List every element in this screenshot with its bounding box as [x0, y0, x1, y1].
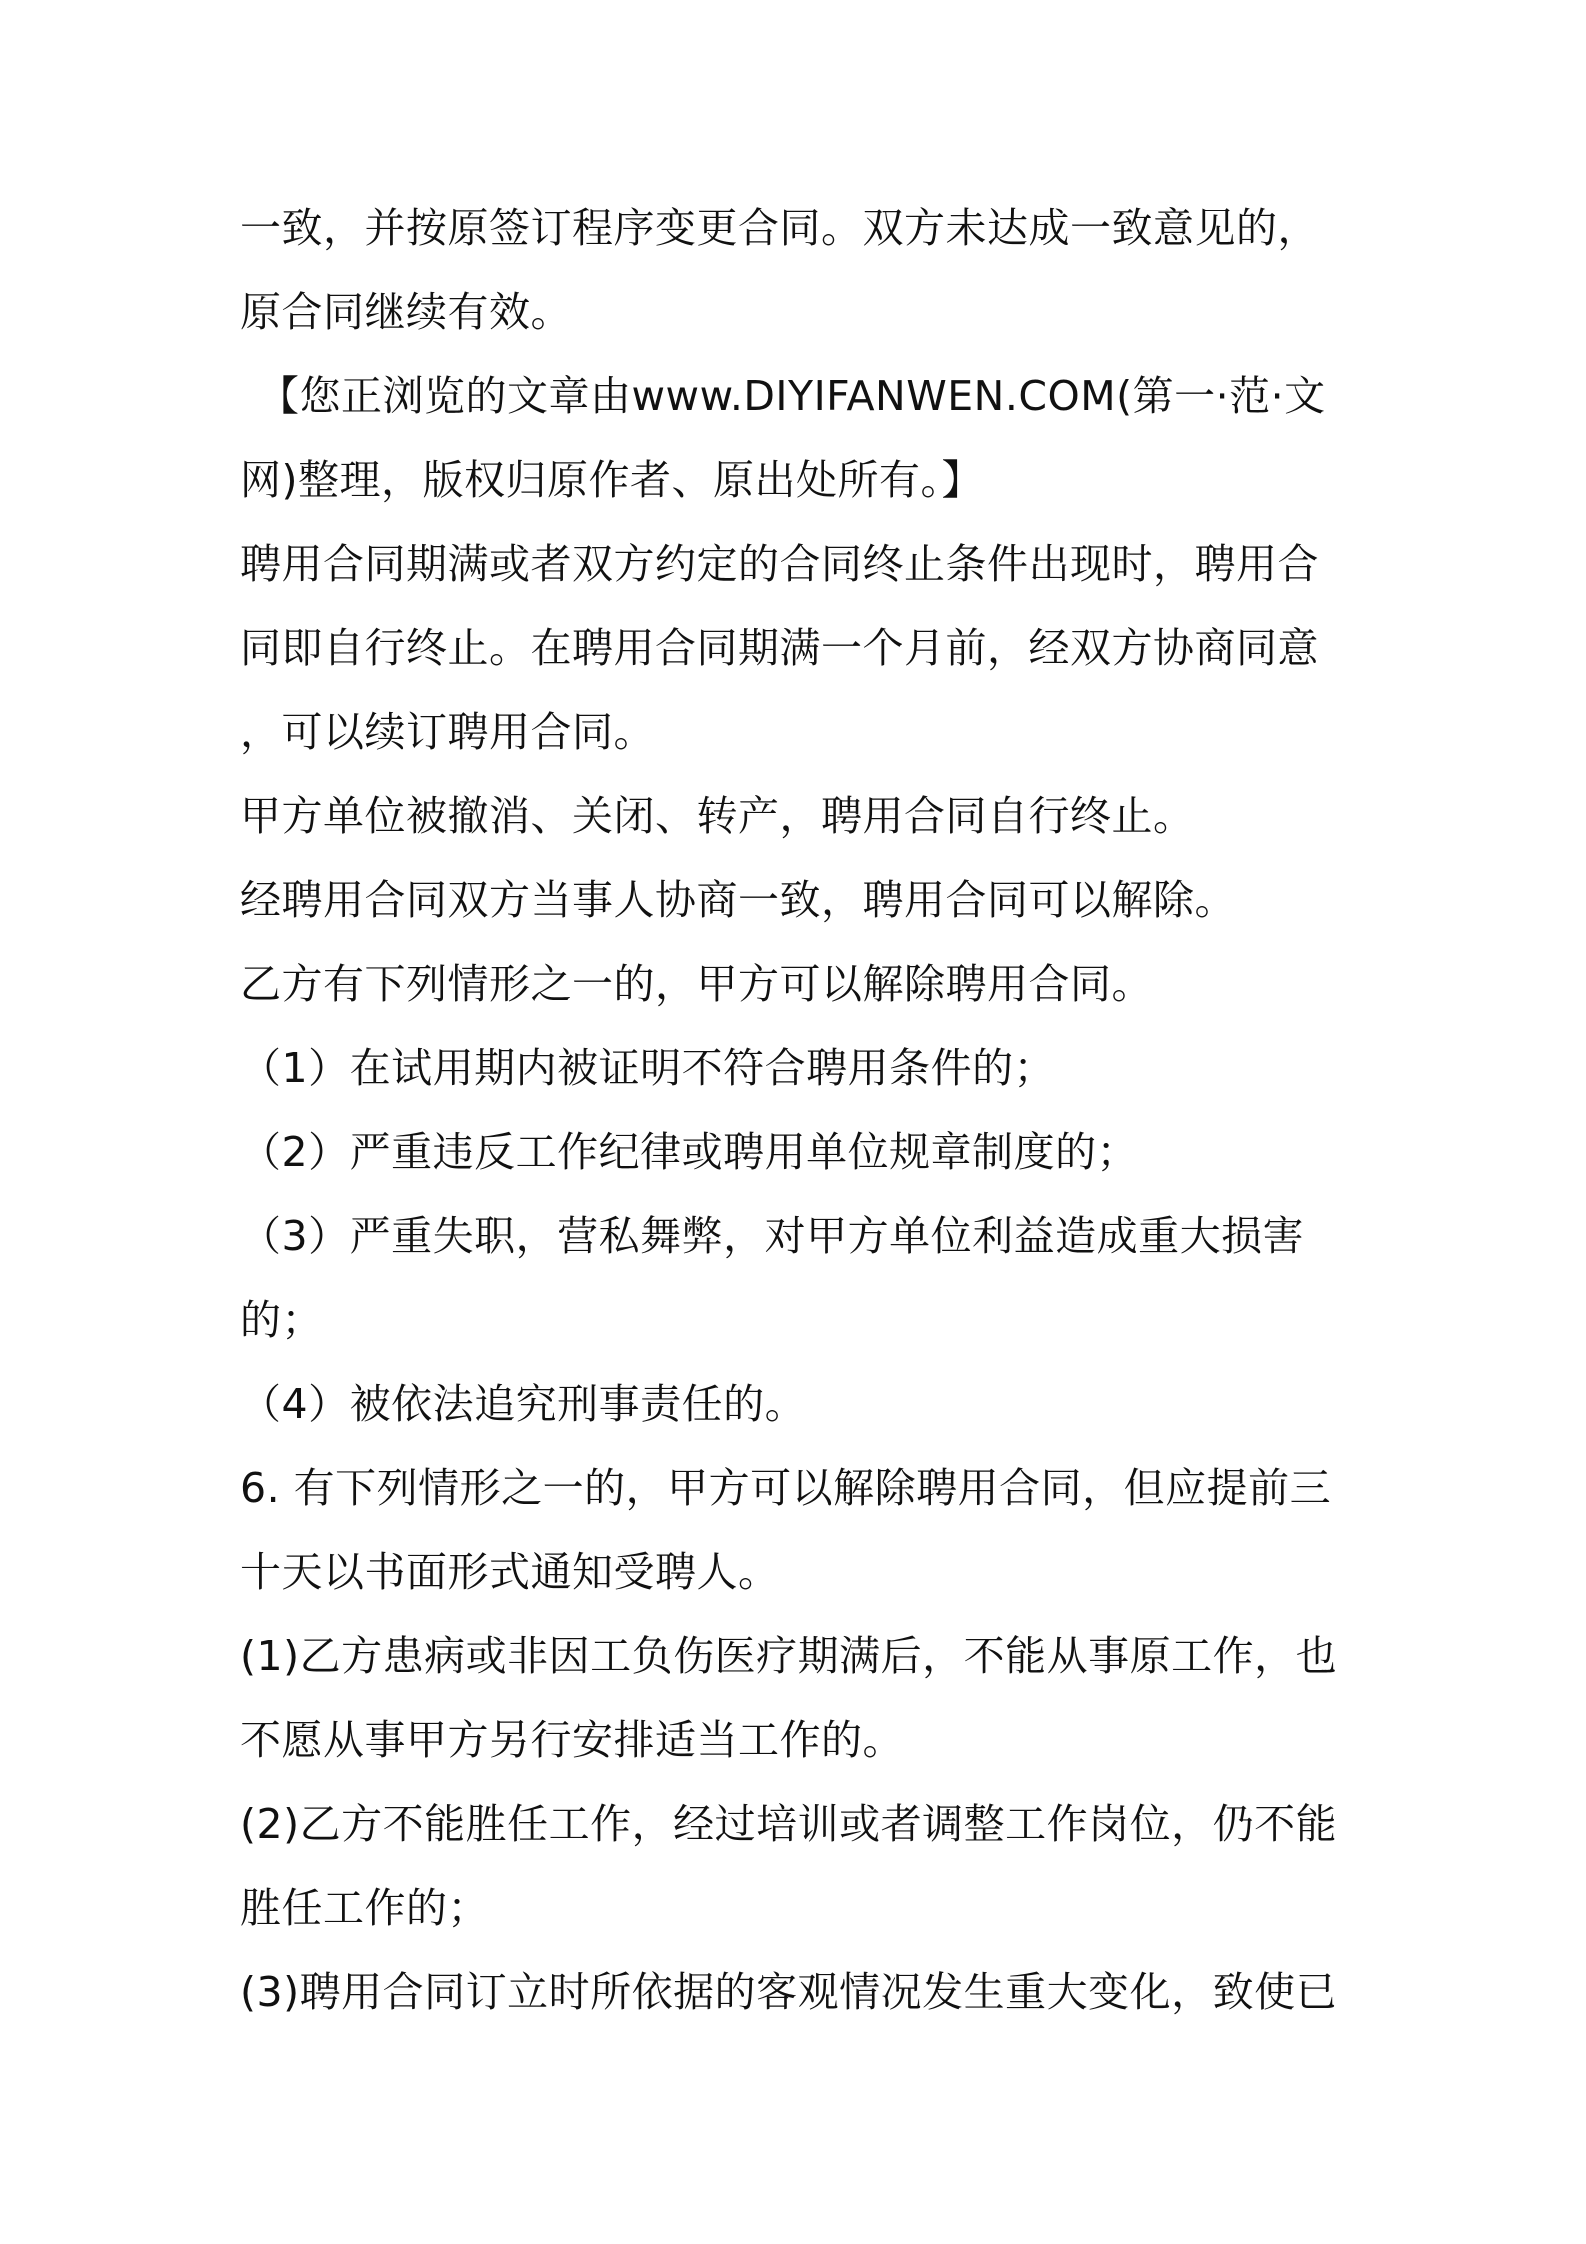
- list-item: (3)聘用合同订立时所依据的客观情况发生重大变化，致使已: [240, 1968, 1338, 2016]
- paragraph-line: 乙方有下列情形之一的，甲方可以解除聘用合同。: [240, 960, 1153, 1008]
- list-item: （3）严重失职，营私舞弊，对甲方单位利益造成重大损害: [240, 1212, 1305, 1260]
- numbered-clause: 6. 有下列情形之一的，甲方可以解除聘用合同，但应提前三: [240, 1464, 1332, 1512]
- paragraph-line: 原合同继续有效。: [240, 288, 572, 336]
- paragraph-line: 经聘用合同双方当事人协商一致，聘用合同可以解除。: [240, 876, 1236, 924]
- list-item: （1）在试用期内被证明不符合聘用条件的；: [240, 1044, 1056, 1092]
- list-item-continuation: 不愿从事甲方另行安排适当工作的。: [240, 1716, 904, 1764]
- list-item: (2)乙方不能胜任工作，经过培训或者调整工作岗位，仍不能: [240, 1800, 1338, 1848]
- list-item: （4）被依法追究刑事责任的。: [240, 1380, 807, 1428]
- list-item: （2）严重违反工作纪律或聘用单位规章制度的；: [240, 1128, 1139, 1176]
- paragraph-line: 聘用合同期满或者双方约定的合同终止条件出现时，聘用合: [240, 540, 1319, 588]
- paragraph-line: ，可以续订聘用合同。: [240, 708, 655, 756]
- copyright-notice-line: 网)整理，版权归原作者、原出处所有。】: [240, 456, 983, 504]
- paragraph-line: 一致，并按原签订程序变更合同。双方未达成一致意见的，: [240, 204, 1319, 252]
- list-item: (1)乙方患病或非因工负伤医疗期满后，不能从事原工作，也: [240, 1632, 1338, 1680]
- paragraph-line: 甲方单位被撤消、关闭、转产，聘用合同自行终止。: [240, 792, 1195, 840]
- paragraph-line: 同即自行终止。在聘用合同期满一个月前，经双方协商同意: [240, 624, 1319, 672]
- copyright-notice-line: 【您正浏览的文章由www.DIYIFANWEN.COM(第一·范·文: [258, 372, 1326, 420]
- numbered-clause: 十天以书面形式通知受聘人。: [240, 1548, 780, 1596]
- list-item-continuation: 胜任工作的；: [240, 1884, 489, 1932]
- list-item-continuation: 的；: [240, 1296, 323, 1344]
